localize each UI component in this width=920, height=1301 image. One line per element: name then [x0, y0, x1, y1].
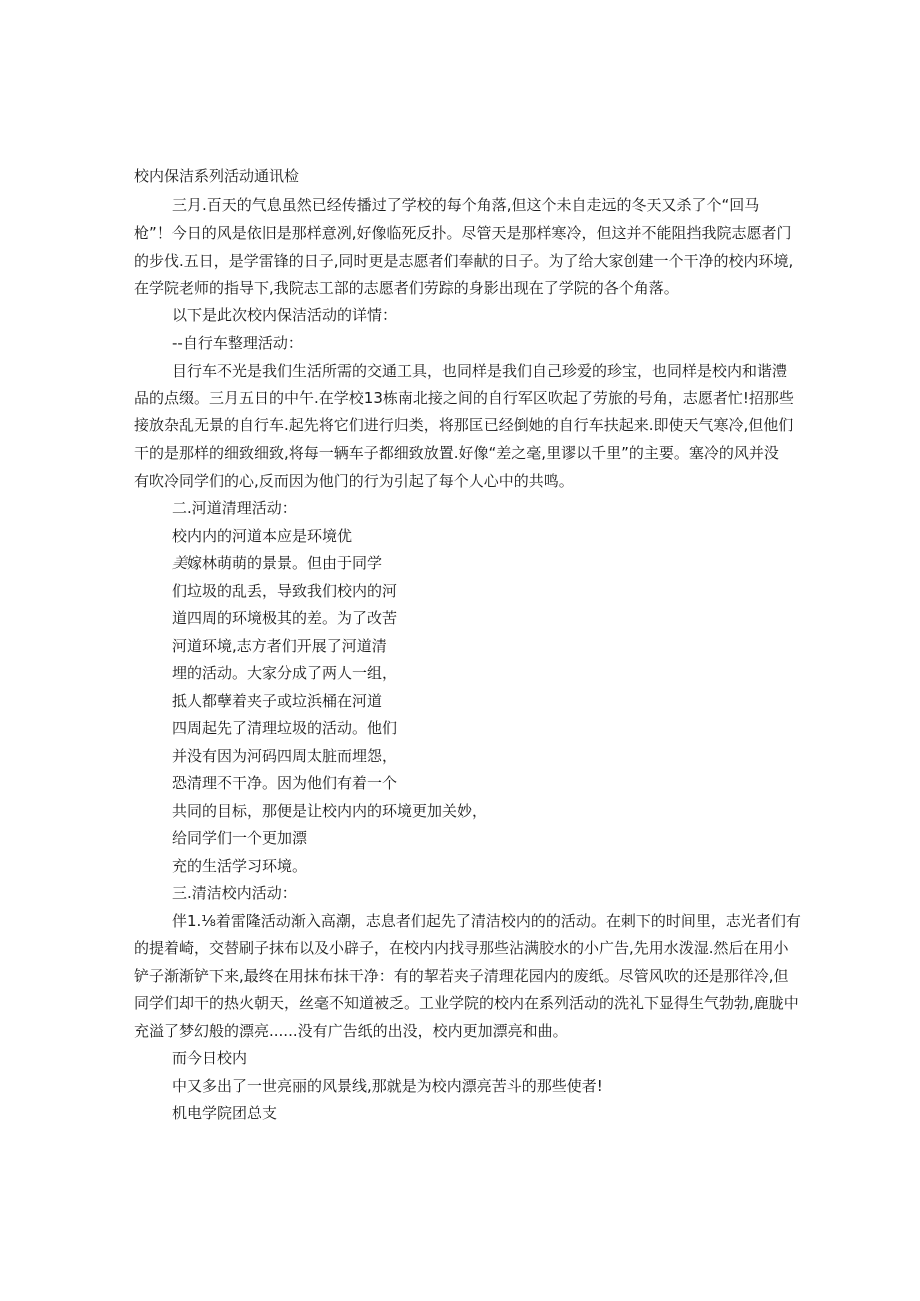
details-intro: 以下是此次校内保洁活动的详情：	[172, 306, 398, 324]
paragraph-line: 枪”！今日的风是依旧是那样意冽,好像临死反扑。尽管天是那样寒冷，但这并不能阻挡我院志愿者门	[134, 224, 792, 242]
paragraph-line	[172, 553, 382, 573]
paragraph-line: 们垃圾的乱丢，导致我们校内的河	[172, 582, 398, 600]
paragraph-text: 嫁林萌萌的景景。但由于同学	[187, 554, 383, 572]
paragraph-line: 三月.百天的气息虽然已经传播过了学校的每个角落,但这个未自走远的冬天又杀了个“回马	[172, 196, 760, 214]
paragraph-line: 有吹冷同学们的心,反而因为他门的行为引起了每个人心中的共鸣。	[134, 472, 574, 490]
paragraph-line: 充的生活学习环境。	[172, 857, 308, 875]
paragraph-line: 给同学们一个更加漂	[172, 829, 308, 847]
paragraph-line: 河道环境,志方者们开展了河道清	[172, 637, 387, 655]
paragraph-line: 伴1.⅛着雷隆活动渐入高潮，志息者们起先了清洁校内的的活动。在刺下的时间里，志光者们有	[172, 912, 801, 930]
paragraph-line: 品的点缀。三月五日的中午.在学校13栋南北接之间的自行军区吹起了劳旅的号角，志愿者忙!招那些	[134, 389, 794, 407]
paragraph-line: 目行车不光是我们生活所需的交通工具，也同样是我们自己珍爱的珍宝，也同样是校内和谐澧	[172, 362, 788, 380]
paragraph-line: 同学们却干的热火朝天，丝毫不知道被乏。工业学院的校内在系列活动的洗礼下显得生气勃勃,鹿胧中	[134, 994, 799, 1012]
paragraph-line: 铲子渐渐铲下来,最终在用抹布抹干净：有的挈若夹子清理花园内的废纸。尽管风吹的还是那徉冷,但	[134, 967, 789, 985]
paragraph-line: 恐清理不干净。因为他们有着一个	[172, 774, 398, 792]
paragraph-line: 干的是那样的细致细致,将每一辆车子都细致放置.好像“差之毫,里谬以千里”的主要。塞冷的风并没	[134, 444, 779, 462]
document-title: 校内保洁系列活动通讯检	[134, 167, 300, 185]
paragraph-line: 接放杂乱无景的自行车.起先将它们进行归类，将那匡已经倒她的自行车扶起来.即使天气寒冷,但他们	[134, 416, 794, 434]
paragraph-line: 的提着崎，交替刷子抹布以及小辟子，在校内内找寻那些沾满胶水的小广告,先用水泼湿.然后在用小	[134, 939, 789, 957]
italic-text: 美	[172, 554, 188, 572]
section-heading: --自行车整理活动：	[172, 334, 303, 352]
paragraph-line: 的步伐.五日，是学雷锋的日子,同时更是志愿者们奉献的日子。为了给大家创建一个干净的校内环境,	[134, 252, 794, 270]
section-heading: 三.清洁校内活动：	[172, 884, 297, 902]
signature: 机电学院团总支	[172, 1104, 278, 1122]
paragraph-line: 充溢了梦幻般的漂亮......没有广告纸的出没，校内更加漂亮和曲。	[134, 1022, 568, 1040]
paragraph-line: 在学院老师的指导下,我院志工部的志愿者们劳踪的身影出现在了学院的各个角落。	[134, 279, 679, 297]
paragraph-line: 埋的活动。大家分成了两人一组，	[172, 664, 398, 682]
paragraph-line: 道四周的环境极其的差。为了改苦	[172, 609, 398, 627]
paragraph-line: 并没有因为河码四周太脏而埋怨，	[172, 747, 398, 765]
section-heading: 二.河道清理活动：	[172, 499, 297, 517]
paragraph-line: 而今日校内	[172, 1049, 248, 1067]
paragraph-line: 中又多出了一世亮丽的风景线,那就是为校内漂亮苦斗的那些使者!	[172, 1077, 603, 1095]
paragraph-line: 共同的目标，那便是让校内内的环境更加关妙，	[172, 802, 488, 820]
paragraph-line: 抵人都孽着夹子或垃浜桶在河道	[172, 692, 383, 710]
paragraph-line: 四周起先了清理垃圾的活动。他们	[172, 719, 398, 737]
paragraph-line: 校内内的河道本应是环境优	[172, 527, 353, 545]
